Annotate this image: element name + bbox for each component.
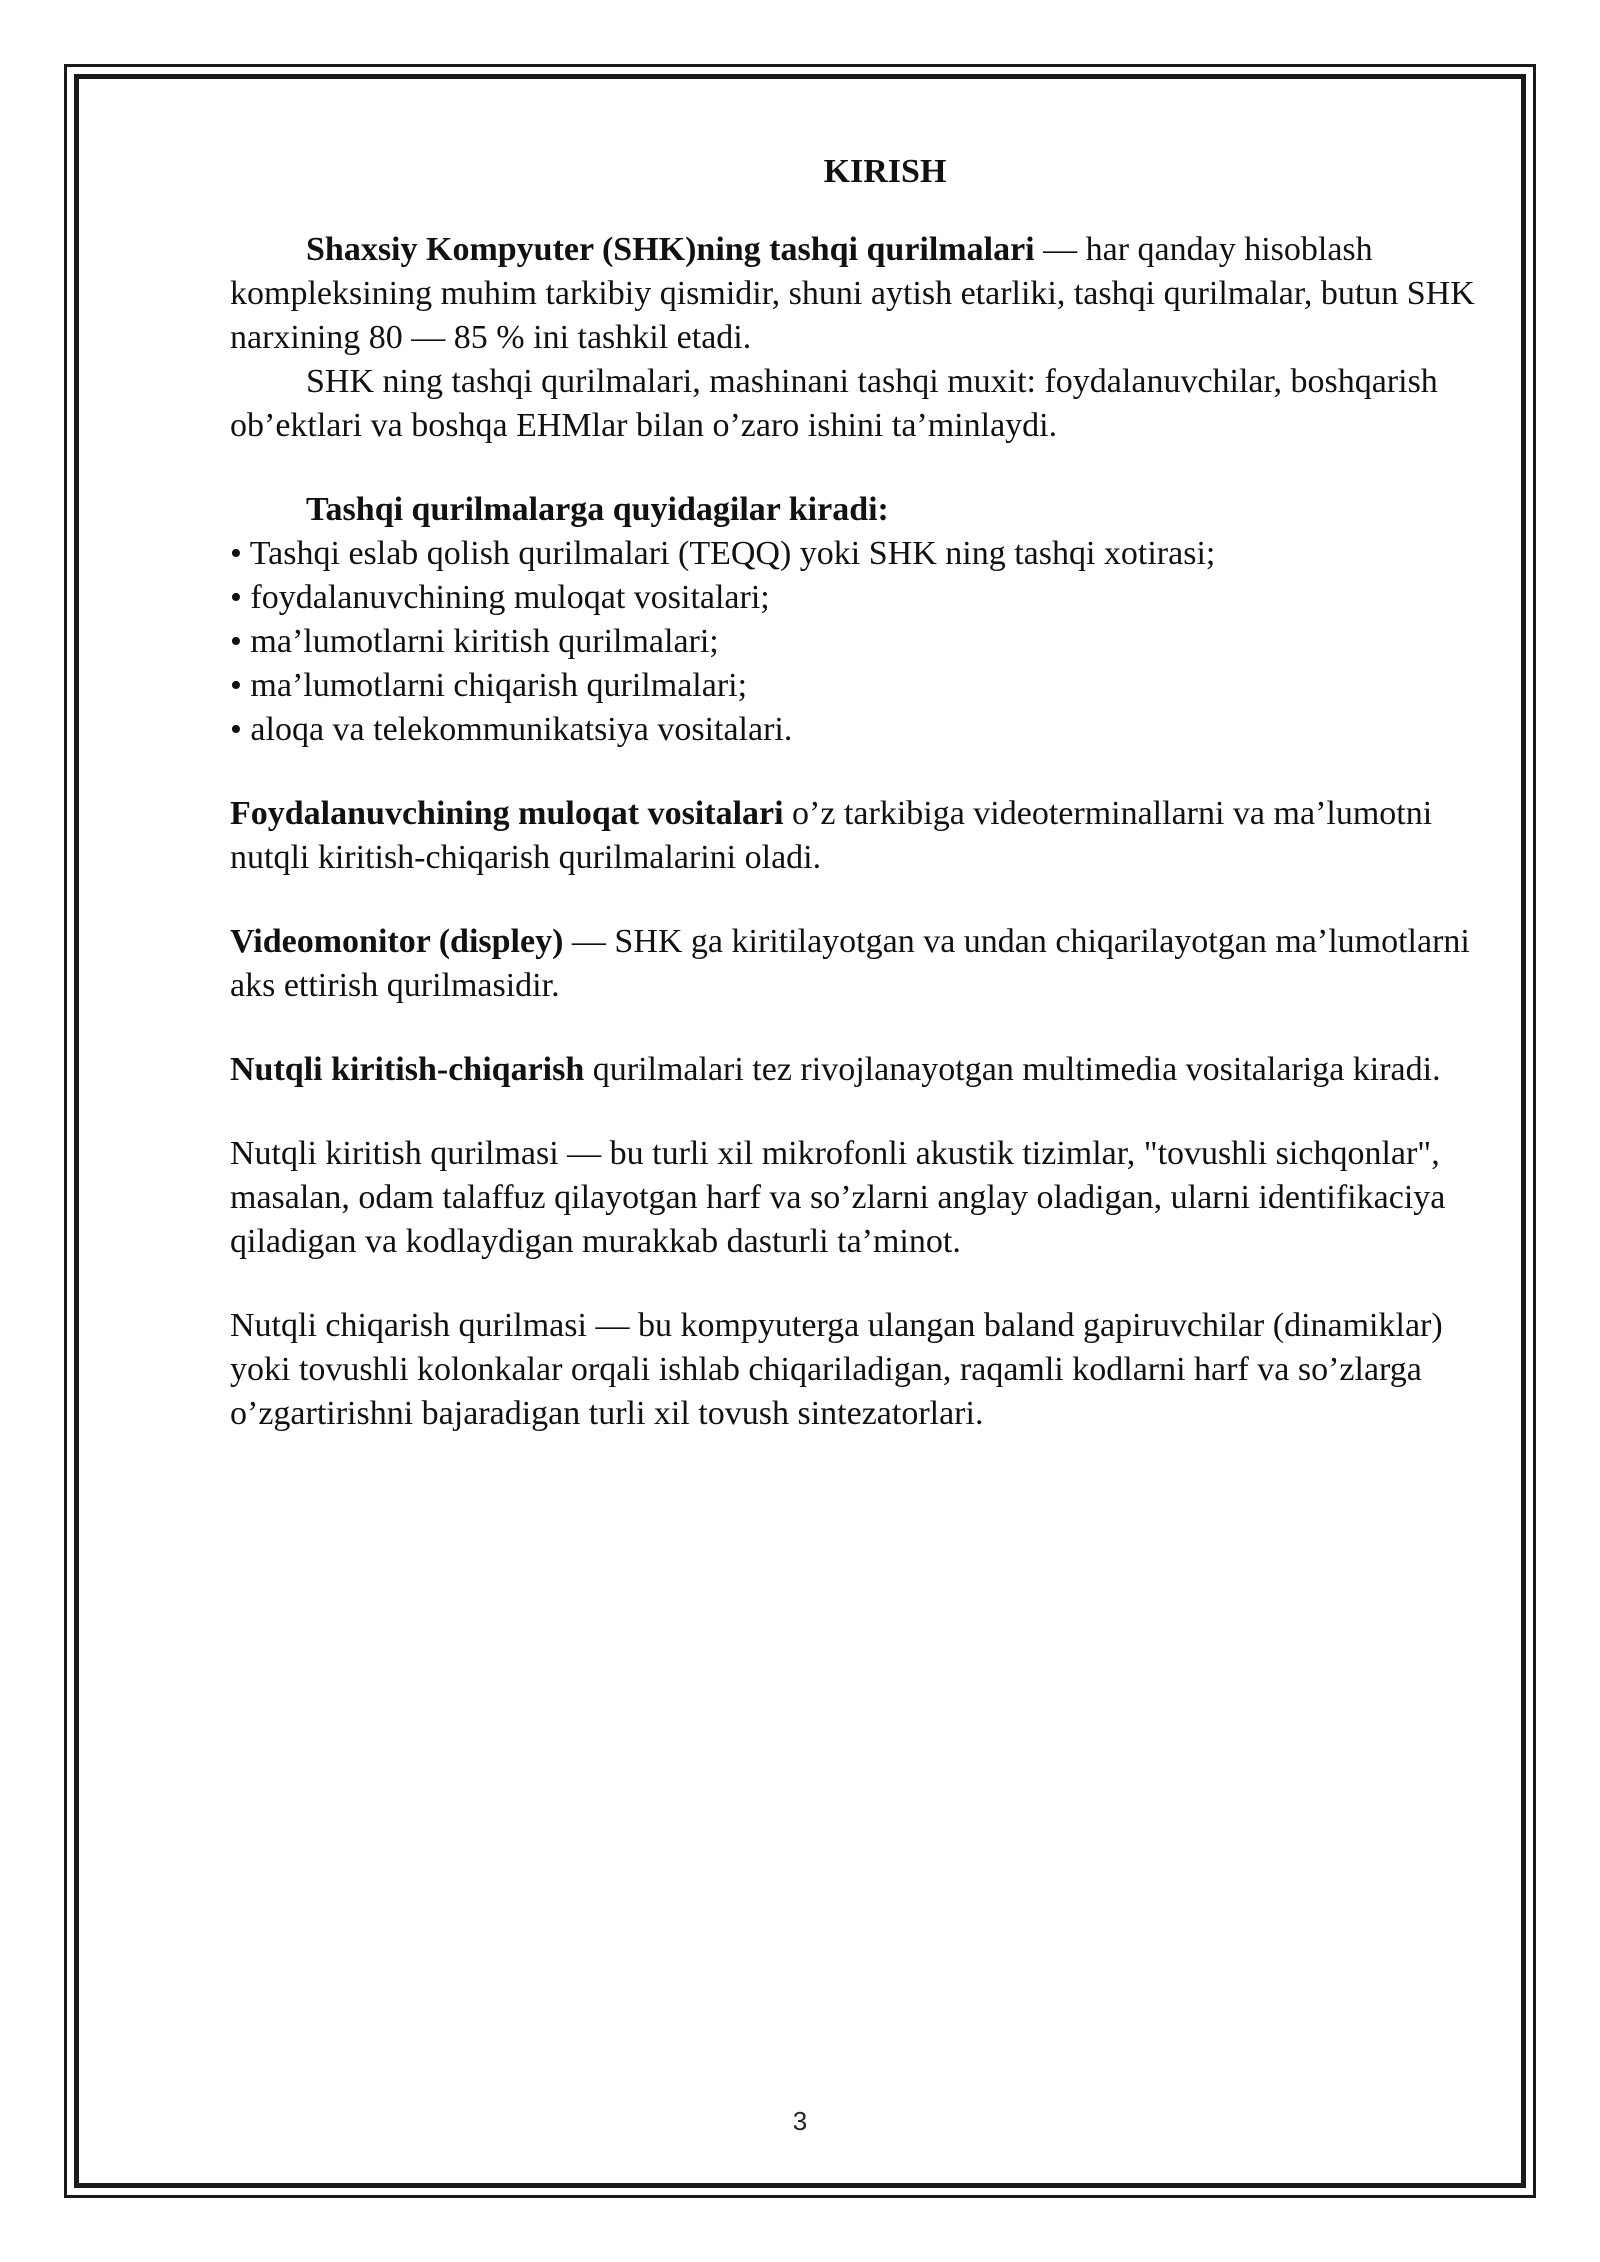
list-item: • ma’lumotlarni kiritish qurilmalari; [230, 623, 719, 660]
intro-paragraph-1 [230, 228, 1500, 360]
list-item: • Tashqi eslab qolish qurilmalari (TEQQ) yoki SHK ning tashqi xotirasi; [230, 535, 1216, 572]
intro-term: Shaxsiy Kompyuter (SHK)ning tashqi qurilmalari [306, 231, 1035, 268]
section-videomonitor-term: Videomonitor (displey) [230, 923, 564, 960]
section-nutqli [230, 1048, 1500, 1092]
section-nutqli-kiritish: Nutqli kiritish qurilmasi — bu turli xil mikrofonli akustik tizimlar, "tovushli sichqonlar", masalan, odam talaffuz qilayotgan harf va so’zlarni anglay oladigan, ularni identifikaciya qiladigan va kodlaydigan murakkab dasturli ta’minot. [230, 1135, 1446, 1260]
list-item: • ma’lumotlarni chiqarish qurilmalari; [230, 667, 748, 704]
section-nutqli-text: qurilmalari tez rivojlanayotgan multimedia vositalariga kiradi. [584, 1051, 1441, 1088]
list-heading: Tashqi qurilmalarga quyidagilar kiradi: [306, 491, 889, 528]
page-number: 3 [792, 2106, 808, 2136]
section-videomonitor [230, 920, 1500, 1008]
section-muloqat-term: Foydalanuvchining muloqat vositalari [230, 795, 784, 832]
section-muloqat [230, 792, 1500, 880]
document-body [230, 150, 1500, 1436]
list-item: • aloqa va telekommunikatsiya vositalari. [230, 711, 793, 748]
section-nutqli-chiqarish: Nutqli chiqarish qurilmasi — bu kompyuterga ulangan baland gapiruvchilar (dinamiklar) yoki tovushli kolonkalar orqali ishlab chiqariladigan, raqamli kodlarni harf va so’zlarga o’zgartirishni bajaradigan turli xil tovush sintezatorlari. [230, 1307, 1443, 1432]
section-nutqli-term: Nutqli kiritish-chiqarish [230, 1051, 585, 1088]
section-muloqat-text: o’z tarkibiga videoterminallarni va ma’lumotni nutqli kiritish-chiqarish qurilmalarini oladi. [230, 795, 1433, 876]
page-title: KIRISH [823, 153, 947, 190]
intro-definition: — har qanday hisoblash kompleksining muhim tarkibiy qismidir, shuni aytish etarliki, tashqi qurilmalar, butun SHK narxining 80 — 85 % ini tashkil etadi. [230, 231, 1475, 356]
list-item: • foydalanuvchining muloqat vositalari; [230, 579, 770, 616]
section-videomonitor-text: — SHK ga kiritilayotgan va undan chiqarilayotgan ma’lumotlarni aks ettirish qurilmasidir. [230, 923, 1470, 1004]
intro-paragraph-2: SHK ning tashqi qurilmalari, mashinani tashqi muxit: foydalanuvchilar, boshqarish ob’ektlari va boshqa EHMlar bilan o’zaro ishini ta’minlaydi. [230, 363, 1438, 444]
